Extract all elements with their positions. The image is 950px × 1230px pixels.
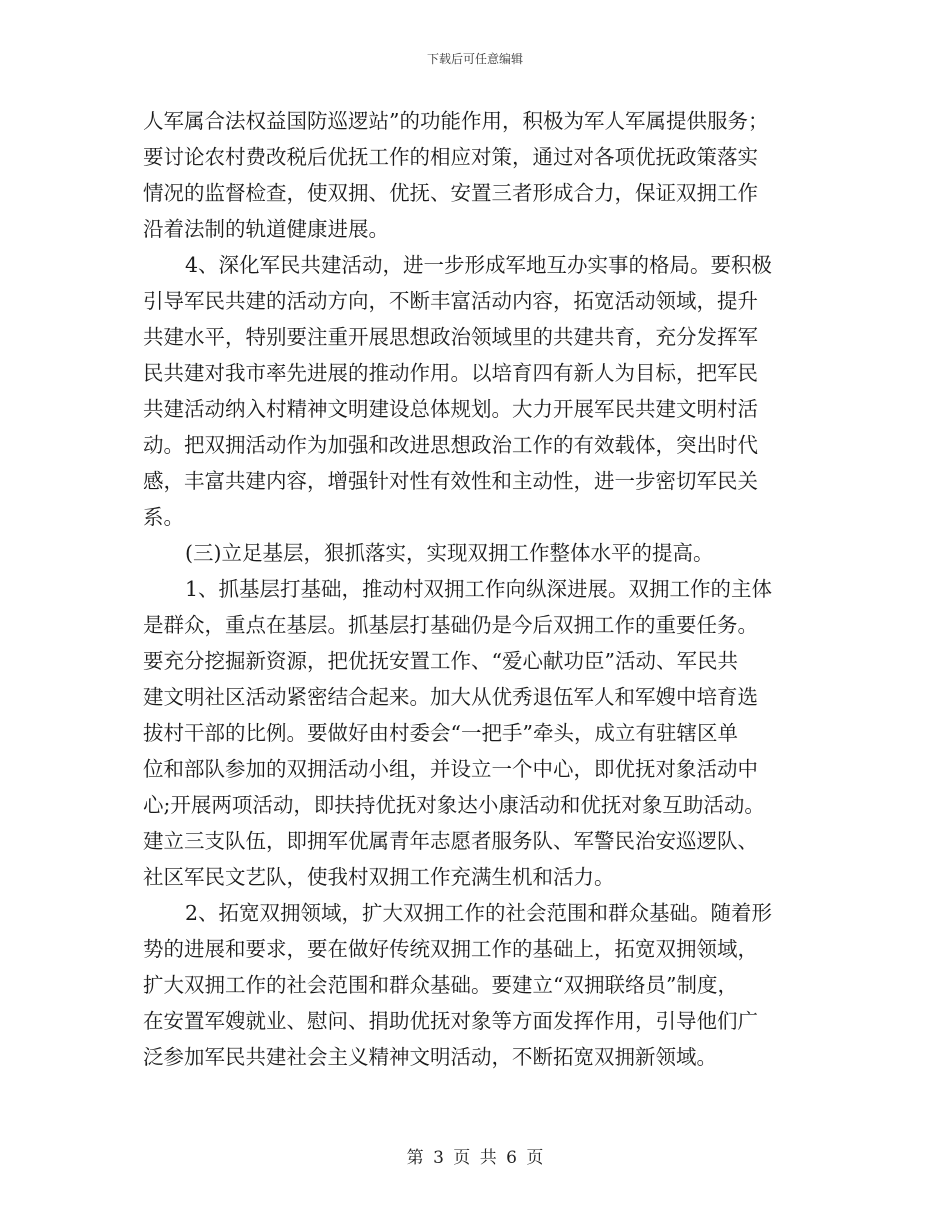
text-line: 建文明社区活动紧密结合起来。加大从优秀退伍军人和军嫂中培育选 [143,685,758,709]
text-line: 拔村干部的比例。要做好由村委会“一把手”牵头，成立有驻辖区单 [143,721,738,745]
text-line: 引导军民共建的活动方向，不断丰富活动内容，拓宽活动领域，提升 [143,289,758,313]
text-line: 沿着法制的轨道健康进展。 [143,217,389,241]
text-line: 感，丰富共建内容，增强针对性有效性和主动性，进一步密切军民关 [143,469,758,493]
text-line: 社区军民文艺队，使我村双拥工作充满生机和活力。 [143,865,615,889]
paragraph-first-line: 1、抓基层打基础，推动村双拥工作向纵深进展。双拥工作的主体 [185,577,773,601]
text-line: 要讨论农村费改税后优抚工作的相应对策，通过对各项优抚政策落实 [143,145,758,169]
page-number-footer: 第 3 页 共 6 页 [406,1148,544,1168]
text-line: 人军属合法权益国防巡逻站”的功能作用，积极为军人军属提供服务； [143,109,769,133]
text-line: 泛参加军民共建社会主义精神文明活动，不断拓宽双拥新领域。 [143,1045,717,1069]
text-line: 是群众，重点在基层。抓基层打基础仍是今后双拥工作的重要任务。 [143,613,758,637]
text-line: 心;开展两项活动，即扶持优抚对象达小康活动和优抚对象互助活动。 [143,793,765,817]
text-line: 位和部队参加的双拥活动小组，并设立一个中心，即优抚对象活动中 [143,757,758,781]
text-line: 建立三支队伍，即拥军优属青年志愿者服务队、军警民治安巡逻队、 [143,829,758,853]
document-body [143,103,801,1075]
text-line: 系。 [143,505,184,529]
paragraph-first-line: 2、拓宽双拥领域，扩大双拥工作的社会范围和群众基础。随着形 [185,901,773,925]
text-line: 情况的监督检查，使双拥、优抚、安置三者形成合力，保证双拥工作 [143,181,758,205]
paragraph-first-line: 4、深化军民共建活动，进一步形成军地互办实事的格局。要积极 [185,253,773,277]
text-line: 势的进展和要求，要在做好传统双拥工作的基础上，拓宽双拥领域， [143,937,758,961]
text-line: 民共建对我市率先进展的推动作用。以培育四有新人为目标，把军民 [143,361,758,385]
text-line: 动。把双拥活动作为加强和改进思想政治工作的有效载体，突出时代 [143,433,758,457]
text-line: 要充分挖掘新资源，把优抚安置工作、“爱心献功臣”活动、军民共 [143,649,738,673]
text-line: 共建水平，特别要注重开展思想政治领域里的共建共育，充分发挥军 [143,325,758,349]
text-line: 在安置军嫂就业、慰问、捐助优抚对象等方面发挥作用，引导他们广 [143,1009,758,1033]
paragraph-first-line: (三)立足基层，狠抓落实，实现双拥工作整体水平的提高。 [185,541,714,565]
text-line: 共建活动纳入村精神文明建设总体规划。大力开展军民共建文明村活 [143,397,758,421]
page-header: 下载后可任意编辑 [426,52,523,66]
text-line: 扩大双拥工作的社会范围和群众基础。要建立“双拥联络员”制度， [143,973,738,997]
